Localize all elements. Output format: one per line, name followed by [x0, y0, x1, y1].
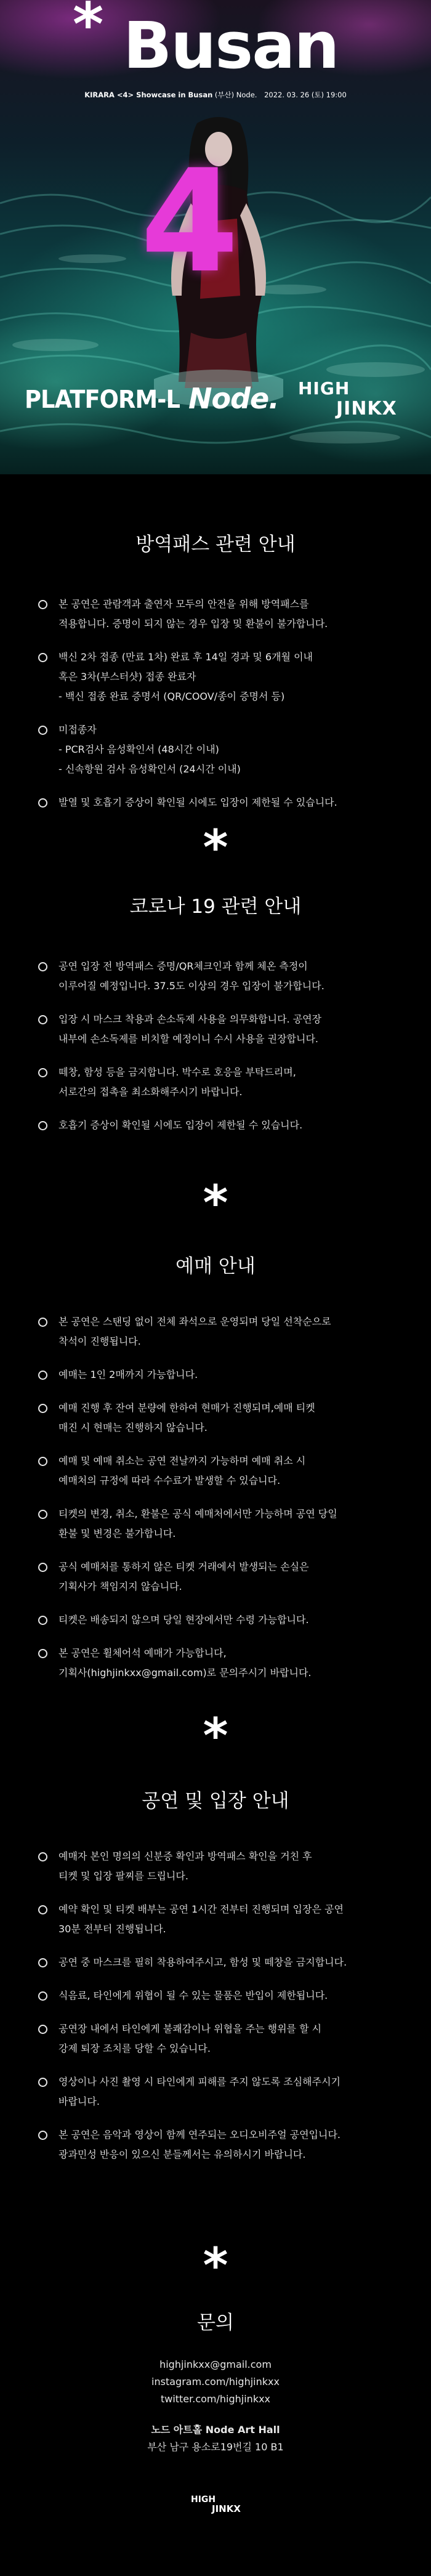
notice-text: 기획사가 책임지지 않습니다. — [58, 1581, 182, 1592]
circle-bullet-icon — [38, 1991, 47, 2001]
notice-text: 티켓은 배송되지 않으며 당일 현장에서만 수령 가능합니다. — [58, 1614, 309, 1626]
contact-block — [0, 2356, 431, 2456]
notice-item — [38, 1557, 408, 1597]
circle-bullet-icon — [38, 1068, 47, 1077]
notice-text: - PCR검사 음성확인서 (48시간 이내) — [58, 743, 219, 755]
venue-address: 부산 남구 용소로19번길 10 B1 — [147, 2441, 284, 2453]
notice-text: 착석이 진행됩니다. — [58, 1335, 141, 1347]
notice-text: 기획사(highjinkxx@gmail.com)로 문의주시기 바랍니다. — [58, 1667, 312, 1679]
notice-text: 티켓 및 입장 팔찌를 드립니다. — [58, 1870, 188, 1882]
notice-text: 혹은 3차(부스터샷) 접종 완료자 — [58, 671, 196, 682]
notice-text: 본 공연은 스탠딩 없이 전체 좌석으로 운영되며 당일 선착순으로 — [58, 1316, 331, 1327]
circle-bullet-icon — [38, 1852, 47, 1861]
hero-asterisk: * — [73, 0, 104, 59]
notice-item — [38, 2125, 408, 2165]
booking-list — [38, 1312, 408, 1696]
notice-text: 떼창, 함성 등을 금지합니다. 박수로 호응을 부탁드리며, — [58, 1066, 296, 1078]
divider-asterisk: * — [203, 1176, 228, 1231]
entry-list — [38, 1847, 408, 2178]
notice-text: 서로간의 접촉을 최소화해주시기 바랍니다. — [58, 1086, 243, 1098]
notice-text: 바랍니다. — [58, 2096, 100, 2107]
notice-item — [38, 1643, 408, 1683]
notice-text: 광과민성 반응이 있으신 분들께서는 유의하시기 바랍니다. — [58, 2149, 306, 2160]
notice-text: 입장 시 마스크 착용과 손소독제 사용을 의무화합니다. 공연장 — [58, 1013, 322, 1025]
notice-text: 예매처의 규정에 따라 수수료가 발생할 수 있습니다. — [58, 1475, 281, 1486]
notice-text: 본 공연은 휠체어석 예매가 가능합니다, — [58, 1647, 227, 1659]
section-title-booking: 예매 안내 — [175, 1255, 256, 1278]
covid-list — [38, 957, 408, 1149]
hero-subtitle — [0, 90, 431, 100]
circle-bullet-icon — [38, 1563, 47, 1572]
contact-title: 문의 — [197, 2312, 234, 2334]
notice-item — [38, 1365, 408, 1385]
notice-text: 본 공연은 관람객과 출연자 모두의 안전을 위해 방역패스를 — [58, 598, 309, 610]
notice-item — [38, 1504, 408, 1544]
notice-item — [38, 1063, 408, 1102]
section-title-vaccine-pass: 방역패스 관련 안내 — [135, 533, 296, 556]
hero-subtitle-venue: (부산) Node. — [214, 91, 257, 99]
circle-bullet-icon — [38, 962, 47, 971]
highjinkx-logo-top: HIGH — [298, 378, 350, 399]
notice-text: - 백신 접종 완료 증명서 (QR/COOV/종이 증명서 등) — [58, 691, 285, 702]
circle-bullet-icon — [38, 1318, 47, 1327]
circle-bullet-icon — [38, 1121, 47, 1130]
circle-bullet-icon — [38, 1649, 47, 1658]
notice-text: 적용합니다. 증명이 되지 않는 경우 입장 및 환불이 불가합니다. — [58, 618, 328, 630]
divider-asterisk: * — [203, 820, 228, 876]
circle-bullet-icon — [38, 726, 47, 735]
circle-bullet-icon — [38, 2131, 47, 2140]
notice-item — [38, 793, 408, 812]
notice-item — [38, 647, 408, 707]
notice-text: 매진 시 현매는 진행하지 않습니다. — [58, 1422, 207, 1433]
notice-text: 공식 예매처를 통하지 않은 티켓 거래에서 발생되는 손실은 — [58, 1561, 309, 1573]
notice-item — [38, 1610, 408, 1630]
circle-bullet-icon — [38, 600, 47, 609]
hero-subtitle-date: 2022. 03. 26 (토) 19:00 — [264, 91, 347, 99]
notice-text: 공연 중 마스크를 필히 착용하여주시고, 함성 및 떼창을 금지합니다. — [58, 1956, 347, 1968]
notice-text: 공연 입장 전 방역패스 증명/QR체크인과 함께 체온 측정이 — [58, 960, 308, 972]
notice-item — [38, 594, 408, 634]
notice-item — [38, 957, 408, 996]
platform-l-logo: PLATFORM-L — [25, 386, 180, 414]
highjinkx-logo-bottom: JINKX — [336, 398, 397, 419]
contact-instagram[interactable]: instagram.com/highjinkxx — [151, 2376, 280, 2388]
notice-text: 영상이나 사진 촬영 시 타인에게 피해를 주지 않도록 조심해주시기 — [58, 2076, 341, 2088]
circle-bullet-icon — [38, 1510, 47, 1519]
highjinkx-logo — [296, 378, 413, 421]
notice-text: 예매 진행 후 잔여 분량에 한하여 현매가 진행되며,예매 티켓 — [58, 1402, 315, 1414]
circle-bullet-icon — [38, 2078, 47, 2087]
circle-bullet-icon — [38, 1616, 47, 1625]
circle-bullet-icon — [38, 653, 47, 662]
footer-logo-top: HIGH — [191, 2495, 216, 2505]
notice-text: 예약 확인 및 티켓 배부는 공연 1시간 전부터 진행되며 입장은 공연 — [58, 1903, 344, 1915]
hero-banner — [0, 0, 431, 474]
notice-item — [38, 1986, 408, 2006]
circle-bullet-icon — [38, 1457, 47, 1466]
contact-email[interactable]: highjinkxx@gmail.com — [159, 2359, 272, 2370]
notice-text: 발열 및 호흡기 증상이 확인될 시에도 입장이 제한될 수 있습니다. — [58, 796, 337, 808]
notice-item — [38, 1847, 408, 1886]
venue-name: 노드 아트홀 Node Art Hall — [151, 2424, 280, 2436]
notice-text: 내부에 손소독제를 비치할 예정이니 수시 사용을 권장합니다. — [58, 1033, 319, 1045]
hero-title: Busan — [123, 8, 339, 83]
footer-logo-bottom: JINKX — [212, 2503, 241, 2514]
notice-item — [38, 1116, 408, 1135]
footer-highjinkx-logo — [185, 2495, 246, 2519]
notice-text: 본 공연은 음악과 영상이 함께 연주되는 오디오비주얼 공연입니다. — [58, 2129, 341, 2141]
notice-text: 호흡기 증상이 확인될 시에도 입장이 제한될 수 있습니다. — [58, 1119, 303, 1131]
notice-item — [38, 1010, 408, 1049]
hero-subtitle-event: KIRARA <4> Showcase in Busan — [84, 91, 213, 99]
notice-text: 환불 및 변경은 불가합니다. — [58, 1528, 176, 1539]
circle-bullet-icon — [38, 1015, 47, 1024]
notice-item — [38, 2072, 408, 2112]
notice-text: 티켓의 변경, 취소, 환불은 공식 예매처에서만 가능하며 공연 당일 — [58, 1508, 337, 1520]
notice-item — [38, 1953, 408, 1972]
circle-bullet-icon — [38, 1905, 47, 1914]
notice-text: 이루어질 예정입니다. 37.5도 이상의 경우 입장이 불가합니다. — [58, 980, 324, 992]
node-logo: Node. — [188, 382, 279, 415]
notice-text: 강제 퇴장 조치를 당할 수 있습니다. — [58, 2043, 211, 2054]
circle-bullet-icon — [38, 1404, 47, 1413]
circle-bullet-icon — [38, 798, 47, 808]
notice-text: 미접종자 — [58, 724, 97, 735]
circle-bullet-icon — [38, 1958, 47, 1967]
circle-bullet-icon — [38, 1371, 47, 1380]
notice-item — [38, 1312, 408, 1351]
hero-number-four: 4 — [140, 140, 240, 304]
notice-item — [38, 720, 408, 779]
vaccine-pass-list — [38, 594, 408, 826]
notice-text: 30분 전부터 진행됩니다. — [58, 1923, 166, 1935]
divider-asterisk: * — [203, 1709, 228, 1764]
contact-twitter[interactable]: twitter.com/highjinkxx — [160, 2393, 271, 2405]
section-title-entry: 공연 및 입장 안내 — [142, 1790, 289, 1812]
notice-item — [38, 1451, 408, 1491]
notice-text: 식음료, 타인에게 위협이 될 수 있는 물품은 반입이 제한됩니다. — [58, 1990, 328, 2001]
circle-bullet-icon — [38, 2025, 47, 2034]
notice-text: 예매자 본인 명의의 신분증 확인과 방역패스 확인을 거친 후 — [58, 1850, 312, 1862]
notice-text: - 신속항원 검사 음성확인서 (24시간 이내) — [58, 763, 241, 775]
notice-text: 백신 2차 접종 (만료 1차) 완료 후 14일 경과 및 6개월 이내 — [58, 651, 313, 663]
divider-asterisk: * — [203, 2238, 228, 2294]
notice-text: 예매는 1인 2매까지 가능합니다. — [58, 1369, 198, 1380]
section-title-covid: 코로나 19 관련 안내 — [129, 896, 302, 918]
notice-item — [38, 2019, 408, 2059]
notice-item — [38, 1900, 408, 1939]
notice-text: 예매 및 예매 취소는 공연 전날까지 가능하며 예매 취소 시 — [58, 1455, 306, 1467]
notice-item — [38, 1398, 408, 1438]
notice-text: 공연장 내에서 타인에게 불쾌감이나 위협을 주는 행위를 할 시 — [58, 2023, 322, 2035]
